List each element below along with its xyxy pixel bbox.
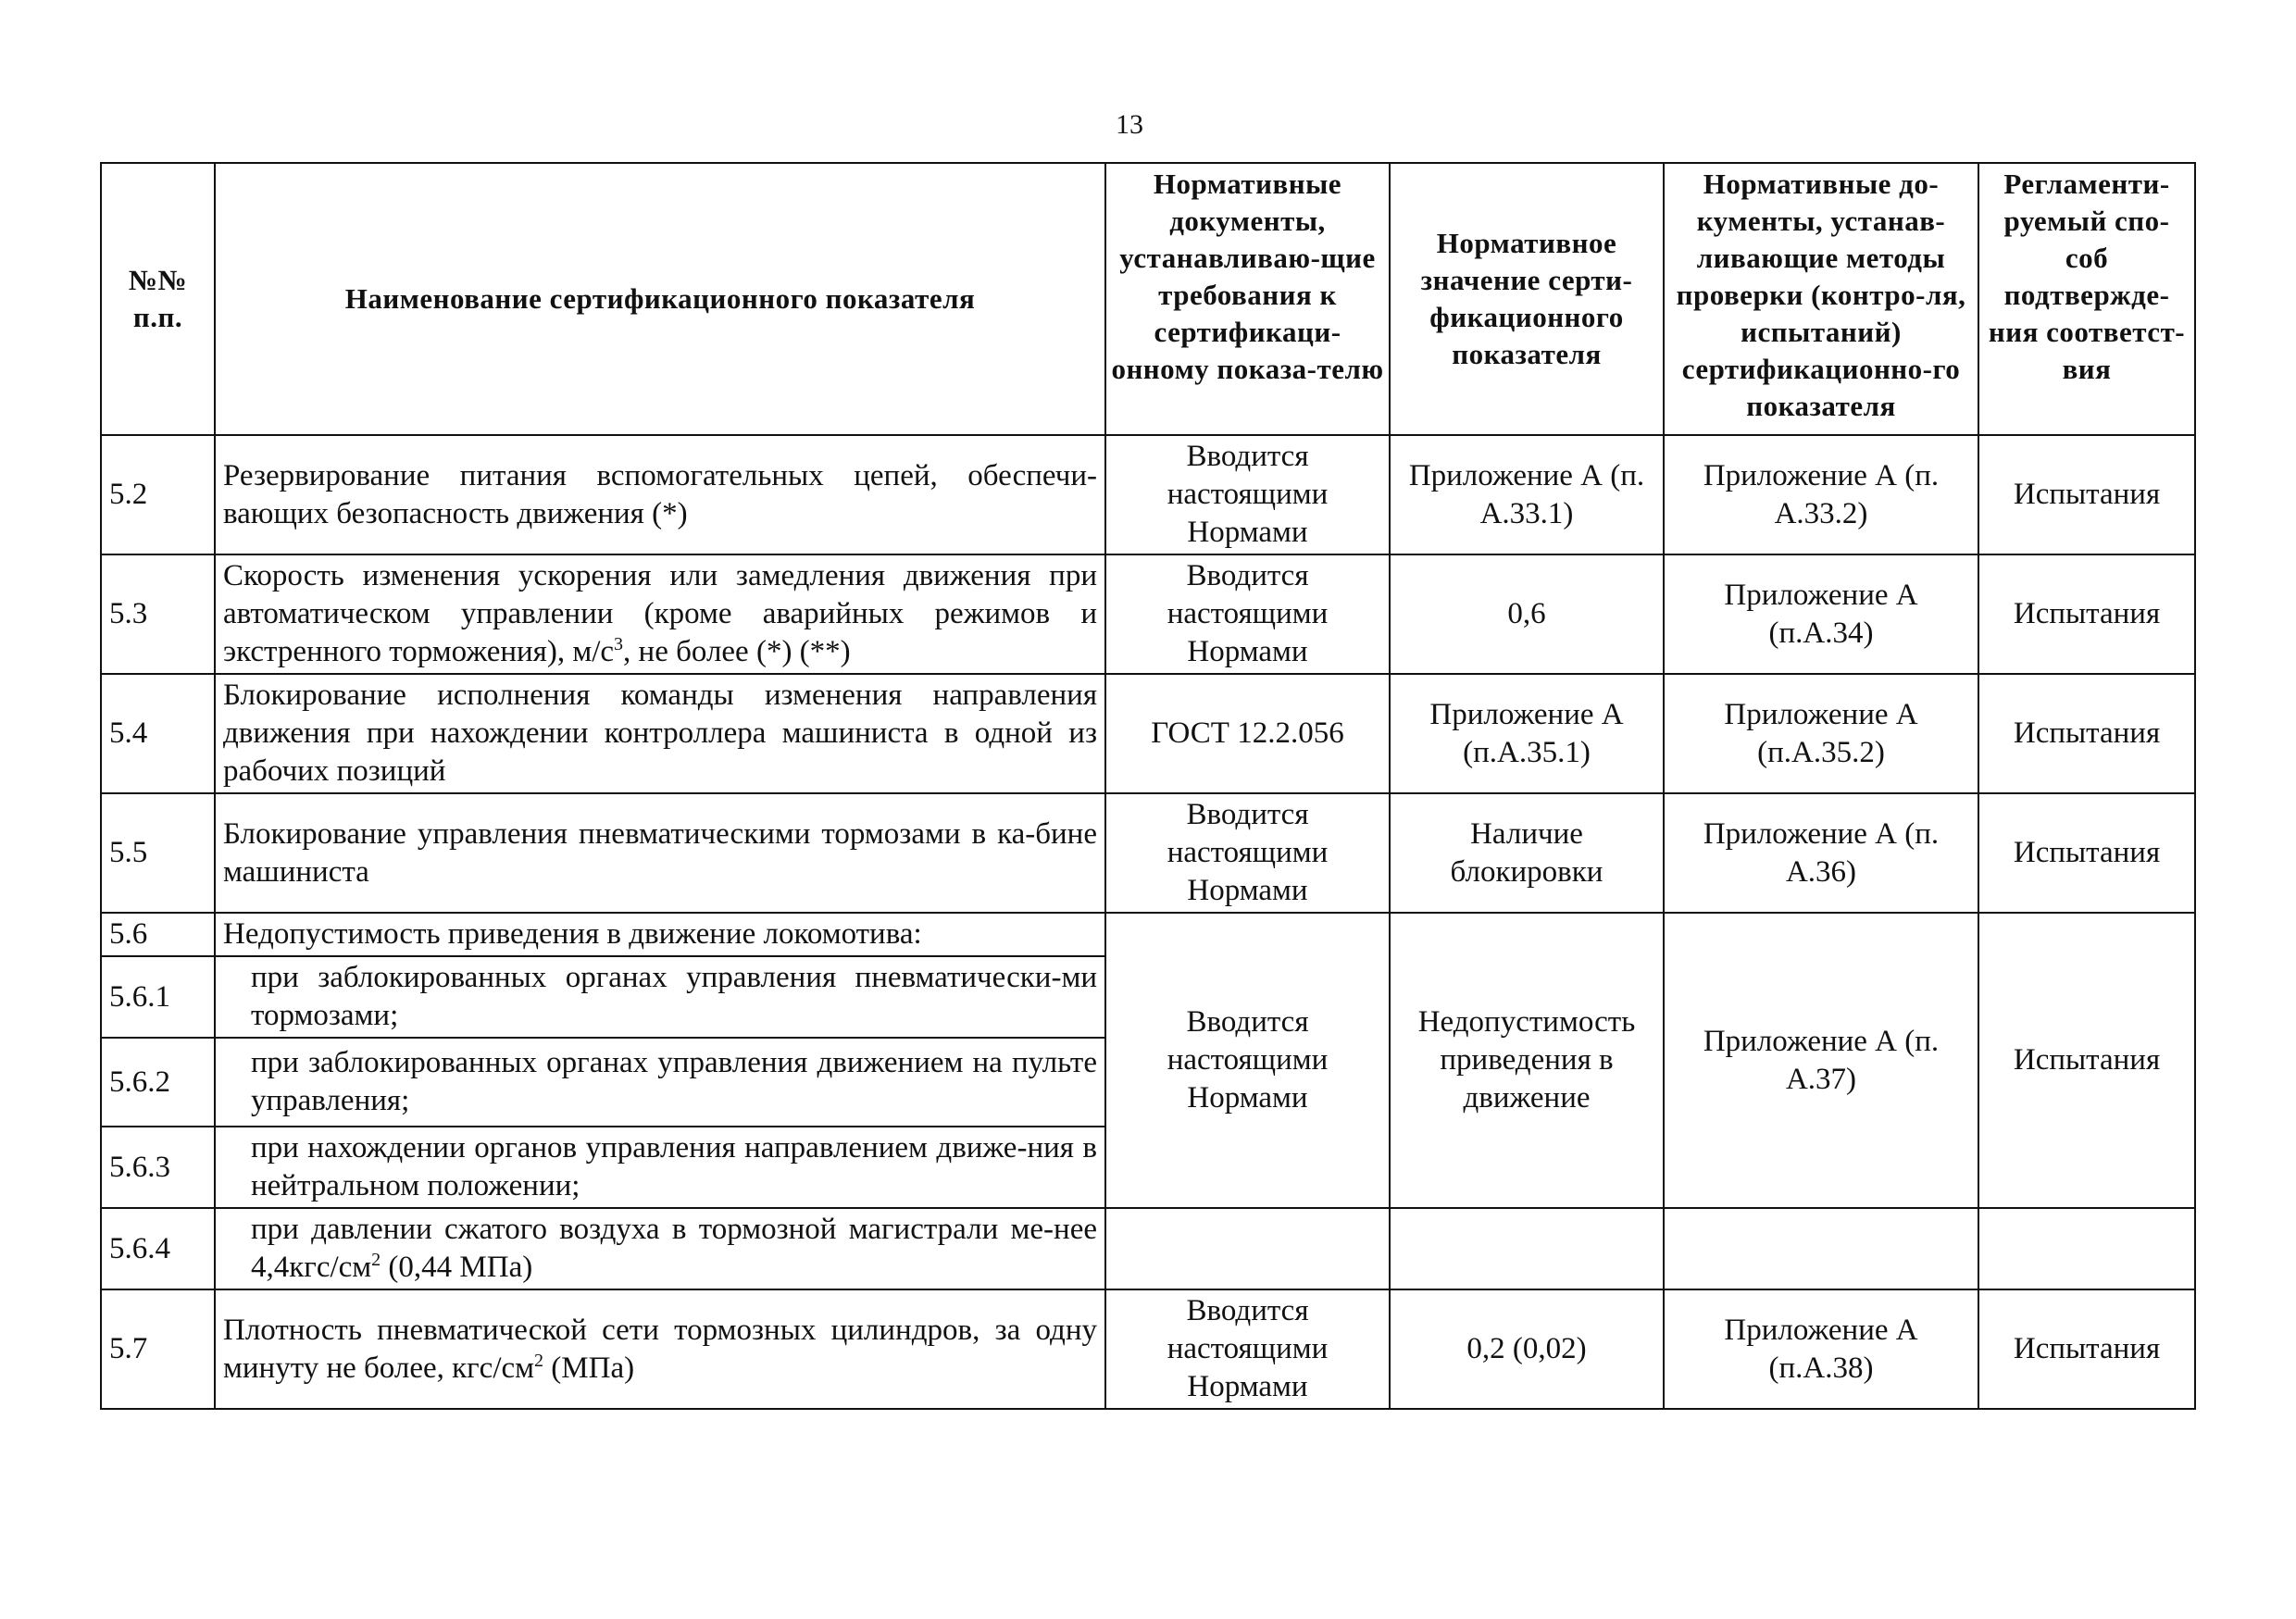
row-normative-docs: Вводится настоящими Нормами bbox=[1105, 435, 1390, 554]
header-confirmation-method: Регламенти-руемый спо-соб подтвержде-ния соответст-вия bbox=[1978, 163, 2195, 435]
table-row bbox=[101, 793, 2195, 913]
row-test-methods: Приложение А (п. А.37) bbox=[1664, 913, 1978, 1208]
row-name: при заблокированных органах управления пневматически-ми тормозами; bbox=[215, 956, 1105, 1038]
row-name: Недопустимость приведения в движение локомотива: bbox=[215, 913, 1105, 956]
row-normative-docs: Вводится настоящими Нормами bbox=[1105, 554, 1390, 674]
row-normative-docs: Вводится настоящими Нормами bbox=[1105, 1289, 1390, 1409]
page-number: 13 bbox=[1116, 109, 1143, 140]
row-num: 5.7 bbox=[101, 1289, 215, 1409]
row-confirmation: Испытания bbox=[1978, 913, 2195, 1208]
row-num: 5.4 bbox=[101, 674, 215, 793]
row-confirmation: Испытания bbox=[1978, 793, 2195, 913]
row-num: 5.3 bbox=[101, 554, 215, 674]
row-num: 5.6 bbox=[101, 913, 215, 956]
row-normative-value: Приложение А (п.А.35.1) bbox=[1390, 674, 1664, 793]
row-normative-docs: Вводится настоящими Нормами bbox=[1105, 913, 1390, 1208]
row-test-methods: Приложение А (п.А.34) bbox=[1664, 554, 1978, 674]
row-name: Резервирование питания вспомогательных цепей, обеспечи-вающих безопасность движения (*) bbox=[215, 435, 1105, 554]
row-confirmation: Испытания bbox=[1978, 1289, 2195, 1409]
row-name-text-tail: (МПа) bbox=[543, 1351, 635, 1385]
table-row bbox=[101, 1208, 2195, 1289]
row-name-text: Плотность пневматической сети тормозных цилиндров, за одну минуту не более, кгс/см bbox=[223, 1313, 1097, 1385]
row-normative-docs: ГОСТ 12.2.056 bbox=[1105, 674, 1390, 793]
header-test-methods: Нормативные до-кументы, устанав-ливающие методы проверки (контро-ля, испытаний) сертификационно-го показателя bbox=[1664, 163, 1978, 435]
row-confirmation: Испытания bbox=[1978, 674, 2195, 793]
row-name-text-tail: (0,44 МПа) bbox=[381, 1251, 533, 1284]
row-name-superscript: 3 bbox=[614, 634, 624, 654]
row-normative-docs: Вводится настоящими Нормами bbox=[1105, 793, 1390, 913]
empty-cell bbox=[1390, 1208, 1664, 1289]
row-normative-value: Недопустимость приведения в движение bbox=[1390, 913, 1664, 1208]
row-name: Блокирование управления пневматическими тормозами в ка-бине машиниста bbox=[215, 793, 1105, 913]
table-row bbox=[101, 435, 2195, 554]
empty-cell bbox=[1664, 1208, 1978, 1289]
row-normative-value: Наличие блокировки bbox=[1390, 793, 1664, 913]
row-name-superscript: 2 bbox=[371, 1250, 381, 1270]
header-normative-docs: Нормативные документы, устанавливаю-щие требования к сертификаци-онному показа-телю bbox=[1105, 163, 1390, 435]
row-num: 5.6.4 bbox=[101, 1208, 215, 1289]
row-name bbox=[215, 554, 1105, 674]
row-num: 5.2 bbox=[101, 435, 215, 554]
row-test-methods: Приложение А (п.А.38) bbox=[1664, 1289, 1978, 1409]
table-row bbox=[101, 1289, 2195, 1409]
row-name-text: Скорость изменения ускорения или замедления движения при автоматическом управлении (кроме аварийных режимов и экстренного торможения), м/с bbox=[223, 559, 1097, 668]
row-name: Блокирование исполнения команды изменения направления движения при нахождении контроллера машиниста в одной из рабочих позиций bbox=[215, 674, 1105, 793]
row-confirmation: Испытания bbox=[1978, 554, 2195, 674]
row-confirmation: Испытания bbox=[1978, 435, 2195, 554]
row-name bbox=[215, 1208, 1105, 1289]
empty-cell bbox=[1978, 1208, 2195, 1289]
row-num: 5.6.2 bbox=[101, 1038, 215, 1127]
table-row bbox=[101, 554, 2195, 674]
row-normative-value: 0,2 (0,02) bbox=[1390, 1289, 1664, 1409]
row-name: при заблокированных органах управления движением на пульте управления; bbox=[215, 1038, 1105, 1127]
row-test-methods: Приложение А (п. А.36) bbox=[1664, 793, 1978, 913]
row-name-text: при давлении сжатого воздуха в тормозной магистрали ме-нее 4,4кгс/см bbox=[251, 1213, 1097, 1284]
row-num: 5.5 bbox=[101, 793, 215, 913]
certification-table bbox=[100, 162, 2196, 1410]
header-name: Наименование сертификационного показателя bbox=[215, 163, 1105, 435]
row-normative-value: 0,6 bbox=[1390, 554, 1664, 674]
header-normative-value: Нормативное значение серти-фикационного показателя bbox=[1390, 163, 1664, 435]
row-normative-value: Приложение А (п. А.33.1) bbox=[1390, 435, 1664, 554]
row-test-methods: Приложение А (п.А.35.2) bbox=[1664, 674, 1978, 793]
row-num: 5.6.3 bbox=[101, 1127, 215, 1208]
table-header-row bbox=[101, 163, 2195, 435]
table-row bbox=[101, 674, 2195, 793]
empty-cell bbox=[1105, 1208, 1390, 1289]
header-num: №№ п.п. bbox=[101, 163, 215, 435]
table-row bbox=[101, 913, 2195, 956]
row-num: 5.6.1 bbox=[101, 956, 215, 1038]
row-name-text-tail: , не более (*) (**) bbox=[623, 635, 851, 668]
row-test-methods: Приложение А (п. А.33.2) bbox=[1664, 435, 1978, 554]
row-name-superscript: 2 bbox=[534, 1350, 544, 1371]
row-name bbox=[215, 1289, 1105, 1409]
row-name: при нахождении органов управления направлением движе-ния в нейтральном положении; bbox=[215, 1127, 1105, 1208]
